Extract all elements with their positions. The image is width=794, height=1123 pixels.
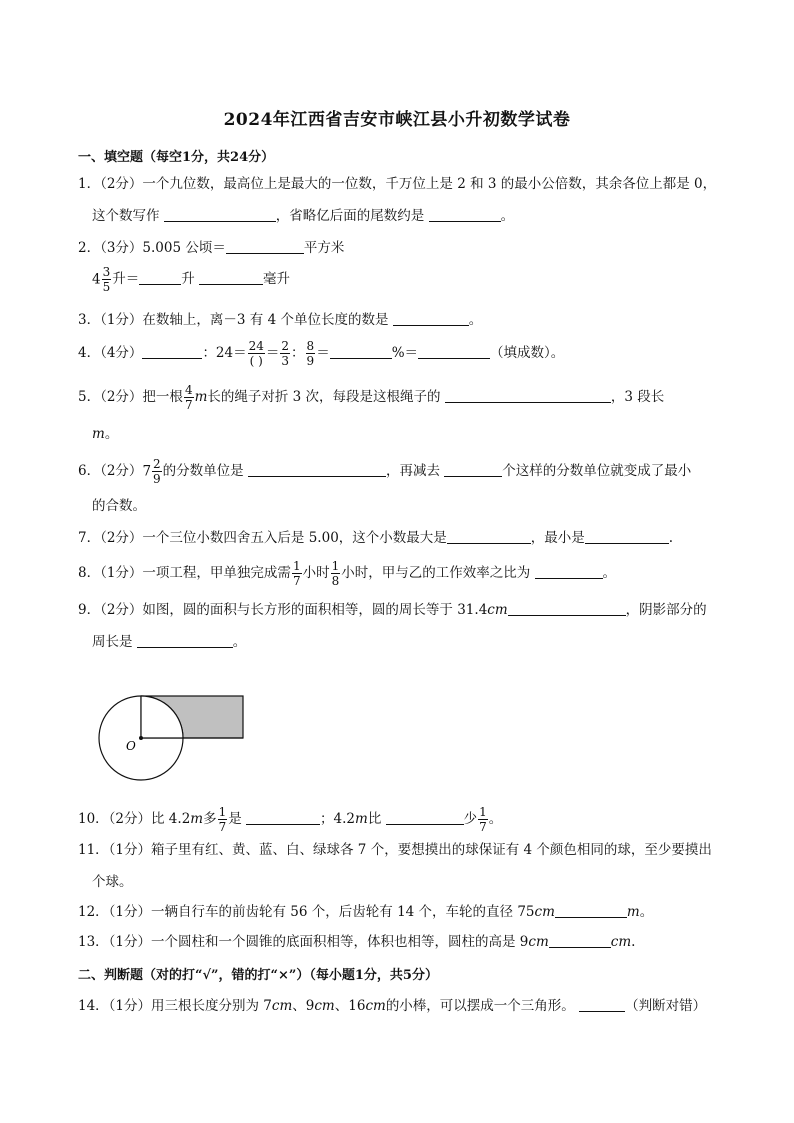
question-10-text-3: 是 (228, 811, 242, 827)
question-4-line (78, 340, 564, 367)
section-fill-in: 一、填空题（每空1分，共24分） (78, 150, 275, 165)
question-2-text-2: 升＝ (112, 271, 140, 287)
fraction-1-7-b (478, 806, 488, 833)
question-1-text-3: ，省略亿后面的尾数约是 (275, 208, 425, 224)
question-7-line (78, 528, 673, 548)
question-1-text-4: 。 (500, 208, 515, 224)
question-3-line (78, 310, 482, 330)
question-4-hint: （填成数）。 (490, 345, 565, 361)
mixed-number-int: 4 (92, 271, 101, 288)
answer-blank-4c[interactable] (418, 344, 490, 359)
question-6-text: 的分数单位是 (162, 463, 244, 479)
question-12-line (78, 902, 653, 922)
question-4-label: 4．（4分） (78, 345, 143, 361)
unit-m: m (190, 811, 204, 827)
fraction-num: 3 (102, 265, 111, 279)
question-11-line-2 (92, 872, 133, 892)
fraction-den: 7 (479, 820, 487, 834)
question-14-text-2: 的小棒，可以摆成一个三角形。 (385, 998, 575, 1014)
question-3-text: 3．（1分）在数轴上，离－3 有 4 个单位长度的数是 (78, 312, 389, 328)
question-13-text: 13．（1分）一个圆柱和一个圆锥的底面积相等，体积也相等，圆柱的高是 9 (78, 934, 529, 950)
fraction-num: 2 (153, 457, 161, 471)
question-10-end: 。 (488, 811, 503, 827)
question-12-end: 。 (639, 904, 654, 920)
fraction-den: 7 (218, 820, 227, 834)
question-5-text: 5．（2分）把一根 (78, 389, 183, 405)
answer-blank-2c[interactable] (199, 270, 263, 285)
unit-cm: cm (534, 904, 555, 920)
question-5-end: 。 (104, 426, 119, 442)
answer-blank-4b[interactable] (330, 344, 392, 359)
question-7-text: 7．（2分）一个三位小数四舍五入后是 5.00，这个小数最大是 (78, 530, 447, 546)
question-7-text-2: ，最小是 (530, 530, 585, 546)
question-8-text: 8．（1分）一项工程，甲单独完成需 (78, 565, 291, 581)
question-10-line (78, 806, 502, 833)
question-14-text: 14．（1分）用三根长度分别为 7 (78, 998, 272, 1014)
answer-blank-6a[interactable] (248, 462, 386, 477)
fraction-24-blank (248, 340, 265, 367)
question-9-line-2 (92, 632, 246, 652)
question-14-line (78, 996, 706, 1016)
question-4-ratio: ：24＝ (202, 345, 247, 361)
unit-cm: cm (487, 602, 508, 618)
question-14-hint: （判断对错） (625, 998, 707, 1014)
section-true-false: 二、判断题（对的打“√”，错的打“×”）（每小题1分，共5分） (78, 968, 438, 983)
circle-rectangle-figure (94, 690, 254, 790)
question-11-end: 个球。 (92, 874, 133, 890)
fraction-den: 7 (292, 574, 301, 588)
question-1-line-2 (92, 206, 514, 226)
question-9-end: 。 (232, 634, 247, 650)
question-6-end: 的合数。 (92, 498, 146, 514)
fraction-den: ( ) (249, 354, 263, 368)
answer-blank-2a[interactable] (226, 239, 304, 254)
question-2-text: 2．（3分）5.005 公顷＝ (78, 240, 226, 256)
fraction-2-9 (152, 458, 162, 485)
question-14-sep-2: 、16 (334, 998, 366, 1014)
answer-blank-5a[interactable] (445, 388, 611, 403)
question-9-text-3: 周长是 (92, 634, 133, 650)
fraction-num: 1 (218, 805, 227, 819)
answer-blank-8[interactable] (535, 564, 603, 579)
answer-blank-1a[interactable] (164, 207, 276, 222)
unit-m: m (194, 389, 208, 405)
question-9-line-1 (78, 600, 707, 620)
fraction-3-5 (102, 266, 112, 293)
question-1-text-2: 这个数写作 (92, 208, 160, 224)
question-2-line-1 (78, 238, 344, 258)
question-7-end: . (668, 530, 674, 546)
unit-cm: cm (365, 998, 386, 1014)
unit-m: m (92, 426, 105, 442)
fraction-den: 7 (184, 398, 193, 412)
answer-blank-9b[interactable] (137, 633, 233, 648)
question-11-line-1 (78, 840, 712, 860)
question-10-text-6: 少 (463, 811, 478, 827)
question-6-line-2 (92, 496, 146, 516)
answer-blank-4a[interactable] (142, 344, 202, 359)
question-9-text-2: ，阴影部分的 (625, 602, 707, 618)
fraction-num: 8 (306, 339, 315, 353)
question-8-line (78, 560, 616, 587)
fraction-1-7 (218, 806, 228, 833)
question-1-line-1 (78, 174, 716, 194)
unit-cm: cm (528, 934, 549, 950)
question-10-text-5: 比 (367, 811, 382, 827)
question-8-text-2: 小时 (302, 565, 330, 581)
equals-sign: ＝ (265, 345, 280, 361)
fraction-den: 9 (153, 472, 161, 486)
question-5-text-2: 长的绳子对折 3 次，每段是这根绳子的 (207, 389, 441, 405)
question-2-unit-3: 毫升 (263, 271, 291, 287)
exam-title: 2024年江西省吉安市峡江县小升初数学试卷 (223, 110, 571, 130)
question-6-text-2: ，再减去 (385, 463, 440, 479)
question-13-line (78, 932, 635, 952)
answer-blank-13[interactable] (549, 933, 611, 948)
unit-m: m (355, 811, 368, 827)
question-9-text: 9．（2分）如图，圆的面积与长方形的面积相等，圆的周长等于 31.4 (78, 602, 488, 618)
question-14-sep-1: 、9 (292, 998, 315, 1014)
question-2-unit: 平方米 (303, 240, 345, 256)
fraction-4-7 (184, 384, 194, 411)
center-label: O (126, 739, 136, 753)
answer-blank-12[interactable] (555, 903, 627, 918)
question-3-end: 。 (468, 312, 483, 328)
unit-cm: cm (314, 998, 335, 1014)
fraction-num: 4 (184, 383, 193, 397)
question-2-line-2 (92, 266, 290, 293)
question-6-line-1 (78, 458, 691, 485)
fraction-den: 8 (331, 574, 340, 588)
fraction-8-9 (306, 340, 316, 367)
answer-blank-3[interactable] (393, 311, 469, 326)
fraction-den: 9 (306, 354, 315, 368)
fraction-den: 3 (281, 354, 290, 368)
question-5-text-3: ，3 段长 (610, 389, 665, 405)
answer-blank-2b[interactable] (139, 270, 181, 285)
answer-blank-6b[interactable] (444, 462, 502, 477)
mixed-number-int: 7 (142, 463, 152, 480)
percent-sign: %＝ (391, 345, 419, 361)
question-5-line-2 (92, 424, 118, 444)
fraction-den: 5 (102, 280, 111, 294)
fraction-num: 1 (479, 805, 487, 819)
unit-cm: cm (271, 998, 293, 1014)
fraction-num: 24 (248, 339, 264, 353)
question-6-label: 6．（2分） (78, 463, 143, 479)
answer-blank-10a[interactable] (246, 810, 320, 825)
question-1-text: 1．（2分）一个九位数，最高位上是最大的一位数，千万位上是 2 和 3 的最小公倍数，其余各位上都是 0， (78, 176, 717, 192)
question-11-text: 11．（1分）箱子里有红、黄、蓝、白、绿球各 7 个，要想摸出的球保证有 4 个颜色相同的球，至少要摸出 (78, 842, 712, 858)
fraction-num: 2 (281, 339, 290, 353)
question-5-line-1 (78, 384, 664, 411)
unit-m: m (626, 904, 640, 920)
question-8-text-3: 小时，甲与乙的工作效率之比为 (341, 565, 531, 581)
question-12-text: 12．（1分）一辆自行车的前齿轮有 56 个，后齿轮有 14 个，车轮的直径 75 (78, 904, 535, 920)
answer-blank-7b[interactable] (585, 529, 669, 544)
question-8-end: 。 (602, 565, 617, 581)
answer-blank-7a[interactable] (447, 529, 531, 544)
answer-blank-14[interactable] (579, 997, 625, 1012)
question-10-text-4: ；4.2 (320, 811, 356, 827)
equals-sign: ＝ (316, 345, 330, 361)
fraction-1-7 (292, 560, 302, 587)
fraction-1-8 (331, 560, 341, 587)
question-10-text-2: 多 (203, 811, 217, 827)
answer-blank-9a[interactable] (508, 601, 626, 616)
fraction-num: 1 (331, 559, 340, 573)
question-10-text: 10．（2分）比 4.2 (78, 811, 191, 827)
answer-blank-10b[interactable] (386, 810, 464, 825)
question-13-end: . (631, 934, 636, 950)
question-2-unit-2: 升 (181, 271, 195, 287)
unit-cm: cm (610, 934, 632, 950)
colon-sign: ： (291, 345, 305, 361)
fraction-2-3 (280, 340, 290, 367)
fraction-num: 1 (292, 559, 301, 573)
answer-blank-1b[interactable] (429, 207, 501, 222)
question-6-text-3: 个这样的分数单位就变成了最小 (502, 463, 692, 479)
center-point (139, 736, 143, 740)
